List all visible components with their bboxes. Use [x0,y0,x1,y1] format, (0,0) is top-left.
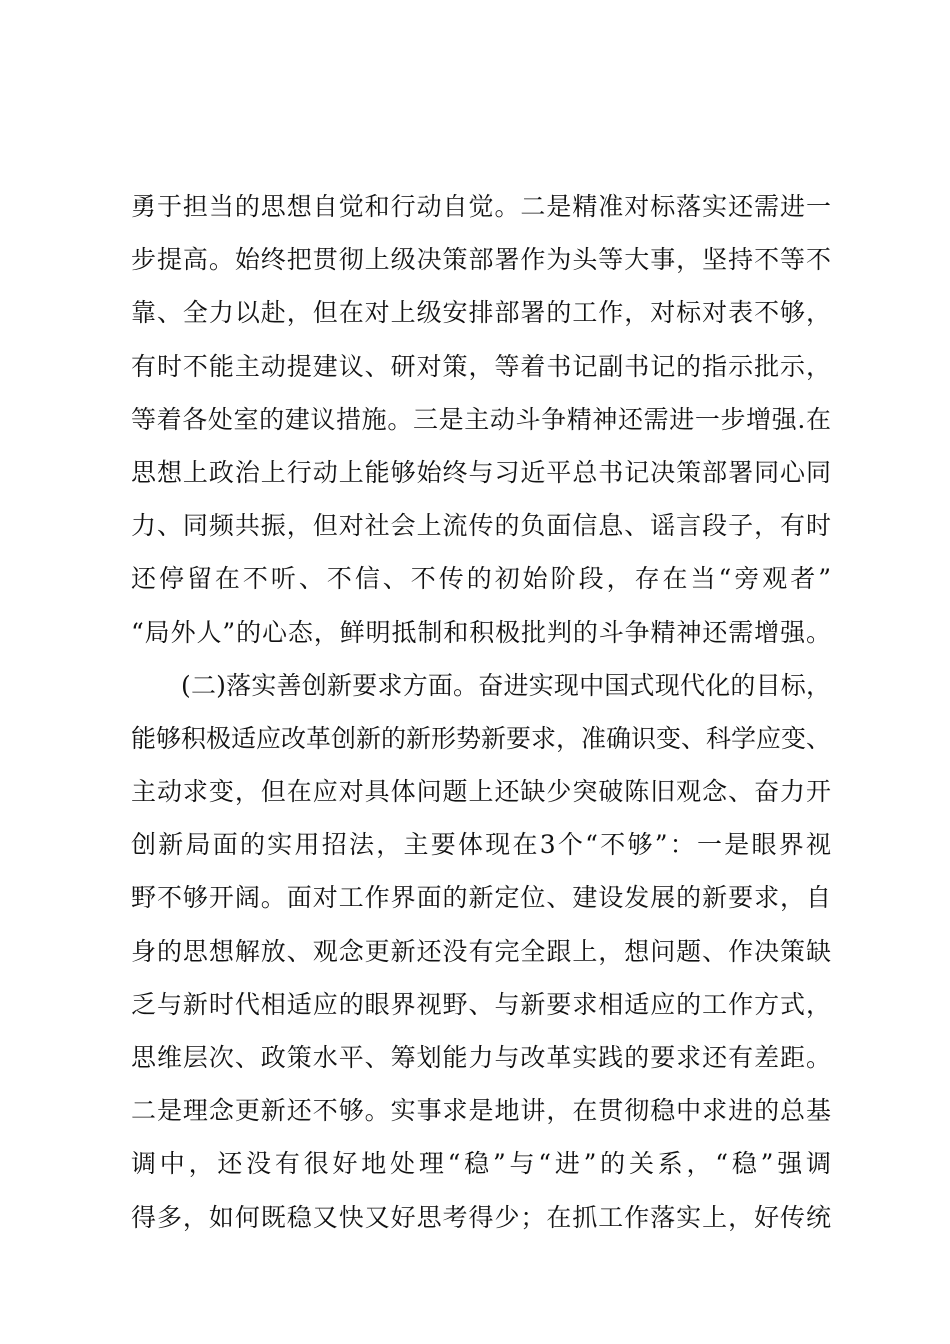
text-line: 调中，还没有很好地处理“稳”与“进”的关系，“稳”强调 [131,1149,831,1179]
text-line: 还停留在不听、不信、不传的初始阶段，存在当“旁观者” [131,564,831,594]
text-line: 勇于担当的思想自觉和行动自觉。二是精准对标落实还需进一 [131,192,831,221]
text-line: 等着各处室的建议措施。三是主动斗争精神还需进一步增强.在 [131,404,831,434]
text-line: 乏与新时代相适应的眼界视野、与新要求相适应的工作方式， [131,989,831,1019]
text-line: 靠、全力以赴，但在对上级安排部署的工作，对标对表不够， [131,298,831,328]
text-line: 二是理念更新还不够。实事求是地讲，在贯彻稳中求进的总基 [131,1096,831,1126]
text-line: 创新局面的实用招法，主要体现在3个“不够”：一是眼界视 [131,830,831,860]
text-line: “局外人”的心态，鲜明抵制和积极批判的斗争精神还需增强。 [131,617,831,647]
text-line: 步提高。始终把贯彻上级决策部署作为头等大事，坚持不等不 [131,245,831,275]
paragraph-first-line: (二)落实善创新要求方面。奋进实现中国式现代化的目标， [181,670,831,700]
body-text [131,180,831,1244]
text-line: 得多，如何既稳又快又好思考得少；在抓工作落实上，好传统 [131,1202,831,1232]
text-line: 身的思想解放、观念更新还没有完全跟上，想问题、作决策缺 [131,936,831,966]
text-line: 有时不能主动提建议、研对策，等着书记副书记的指示批示， [131,351,831,381]
text-line: 主动求变，但在应对具体问题上还缺少突破陈旧观念、奋力开 [131,777,831,807]
text-line: 能够积极适应改革创新的新形势新要求，准确识变、科学应变、 [131,723,832,753]
text-line: 思维层次、政策水平、筹划能力与改革实践的要求还有差距。 [131,1043,831,1072]
text-line: 思想上政治上行动上能够始终与习近平总书记决策部署同心同 [131,457,831,487]
text-line: 力、同频共振，但对社会上流传的负面信息、谣言段子，有时 [131,511,831,541]
text-line: 野不够开阔。面对工作界面的新定位、建设发展的新要求，自 [131,883,831,913]
